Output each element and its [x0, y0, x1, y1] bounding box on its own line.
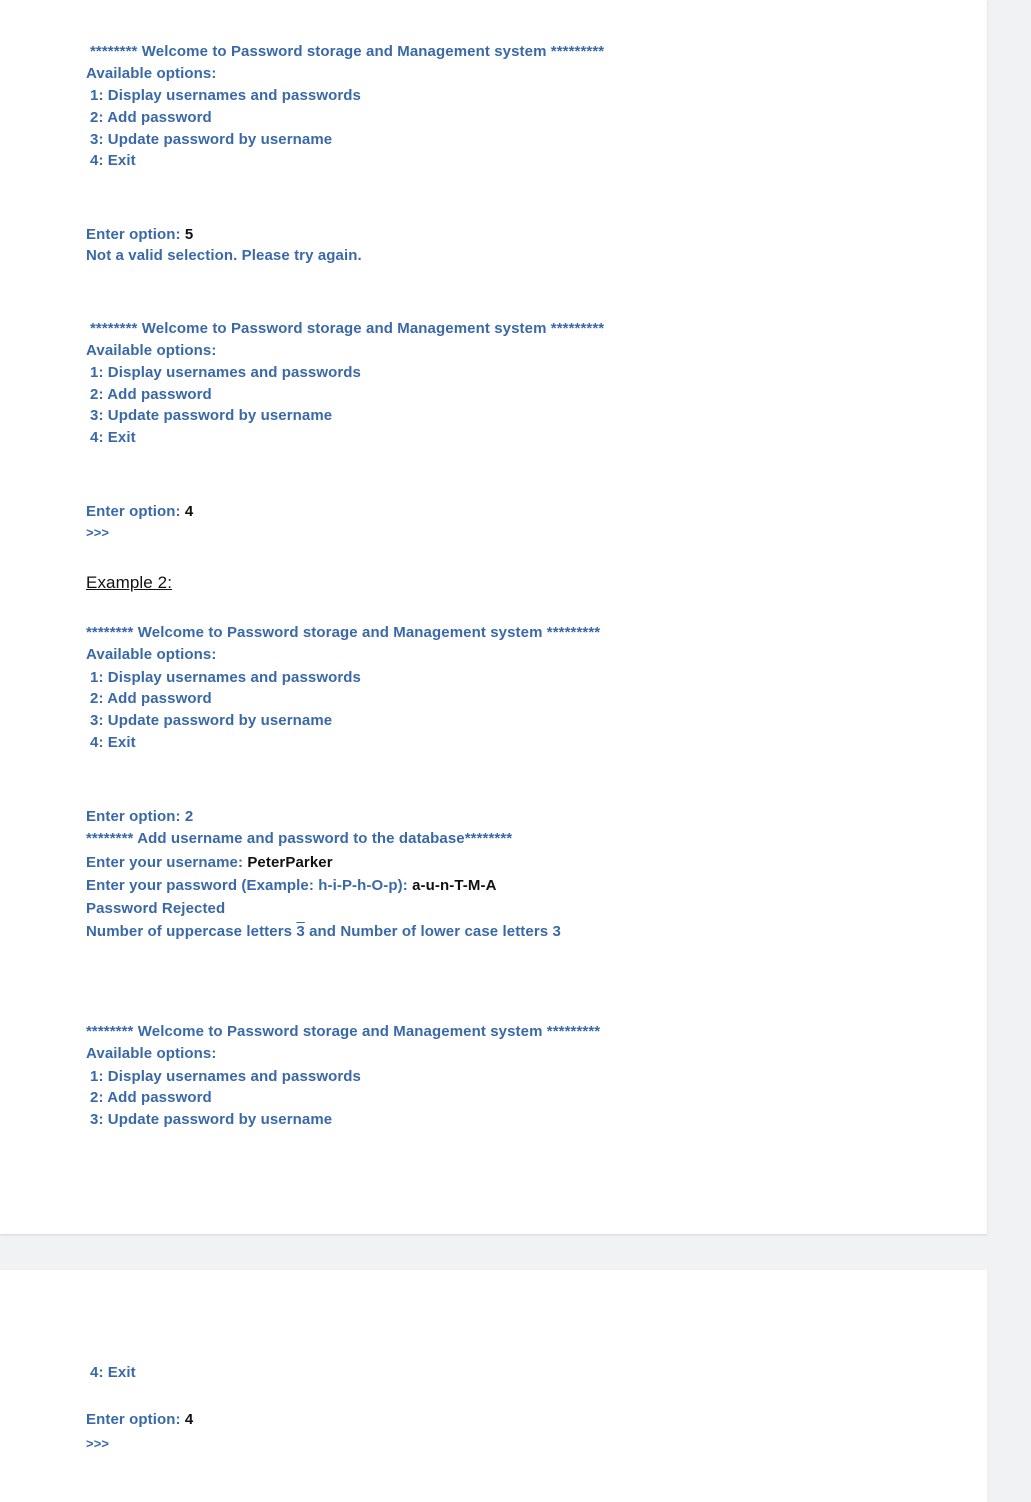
letter-counts-line — [86, 922, 561, 942]
option-2: 2: Add password — [90, 1089, 212, 1106]
welcome-banner: ******** Welcome to Password storage and Management system ********* — [90, 320, 605, 337]
option-4: 4: Exit — [90, 734, 136, 751]
document-page-2 — [0, 1270, 987, 1502]
example-heading: Example 2: — [86, 573, 173, 592]
option-2: 2: Add password — [90, 690, 212, 707]
enter-option-line: Enter option: 2 — [86, 808, 194, 825]
add-password-banner: ******** Add username and password to the database******** — [86, 830, 513, 847]
welcome-banner: ******** Welcome to Password storage and Management system ********* — [86, 1023, 601, 1040]
password-value: a-u-n-T-M-A — [412, 877, 497, 894]
available-options-label: Available options: — [86, 1045, 217, 1062]
option-3: 3: Update password by username — [90, 712, 333, 729]
python-prompt: >>> — [86, 1436, 110, 1451]
username-value: PeterParker — [247, 854, 333, 871]
option-4: 4: Exit — [90, 1364, 136, 1381]
welcome-banner: ******** Welcome to Password storage and Management system ********* — [86, 624, 601, 641]
enter-option-line — [86, 502, 193, 522]
option-1: 1: Display usernames and passwords — [90, 1068, 362, 1085]
username-line — [86, 853, 333, 873]
welcome-banner: ******** Welcome to Password storage and Management system ********* — [90, 43, 605, 60]
password-rejected-message: Password Rejected — [86, 900, 226, 917]
enter-option-line — [86, 225, 193, 245]
password-line — [86, 876, 497, 896]
available-options-label: Available options: — [86, 646, 217, 663]
enter-option-value: 4 — [184, 1411, 194, 1428]
option-1: 1: Display usernames and passwords — [90, 364, 362, 381]
option-3: 3: Update password by username — [90, 407, 333, 424]
option-3: 3: Update password by username — [90, 131, 333, 148]
password-label: Enter your password (Example: h-i-P-h-O-p): — [86, 877, 413, 894]
option-1: 1: Display usernames and passwords — [90, 87, 362, 104]
letter-counts-text-a: Number of uppercase letters — [86, 923, 297, 940]
enter-option-label: Enter option: — [86, 1411, 185, 1428]
enter-option-line — [86, 1410, 193, 1430]
enter-option-value: 5 — [184, 226, 194, 243]
python-prompt: >>> — [86, 525, 110, 540]
enter-option-value: 4 — [184, 503, 194, 520]
letter-counts-uppercase-value: 3 — [296, 923, 305, 940]
option-2: 2: Add password — [90, 386, 212, 403]
page-gutter — [987, 0, 1031, 1502]
option-3: 3: Update password by username — [90, 1111, 333, 1128]
available-options-label: Available options: — [86, 65, 217, 82]
option-4: 4: Exit — [90, 152, 136, 169]
option-2: 2: Add password — [90, 109, 212, 126]
option-4: 4: Exit — [90, 429, 136, 446]
available-options-label: Available options: — [86, 342, 217, 359]
enter-option-label: Enter option: — [86, 226, 185, 243]
letter-counts-text-c: and Number of lower case letters 3 — [304, 923, 561, 940]
username-label: Enter your username: — [86, 854, 248, 871]
invalid-selection-message: Not a valid selection. Please try again. — [86, 247, 362, 264]
enter-option-label: Enter option: — [86, 503, 185, 520]
option-1: 1: Display usernames and passwords — [90, 669, 362, 686]
